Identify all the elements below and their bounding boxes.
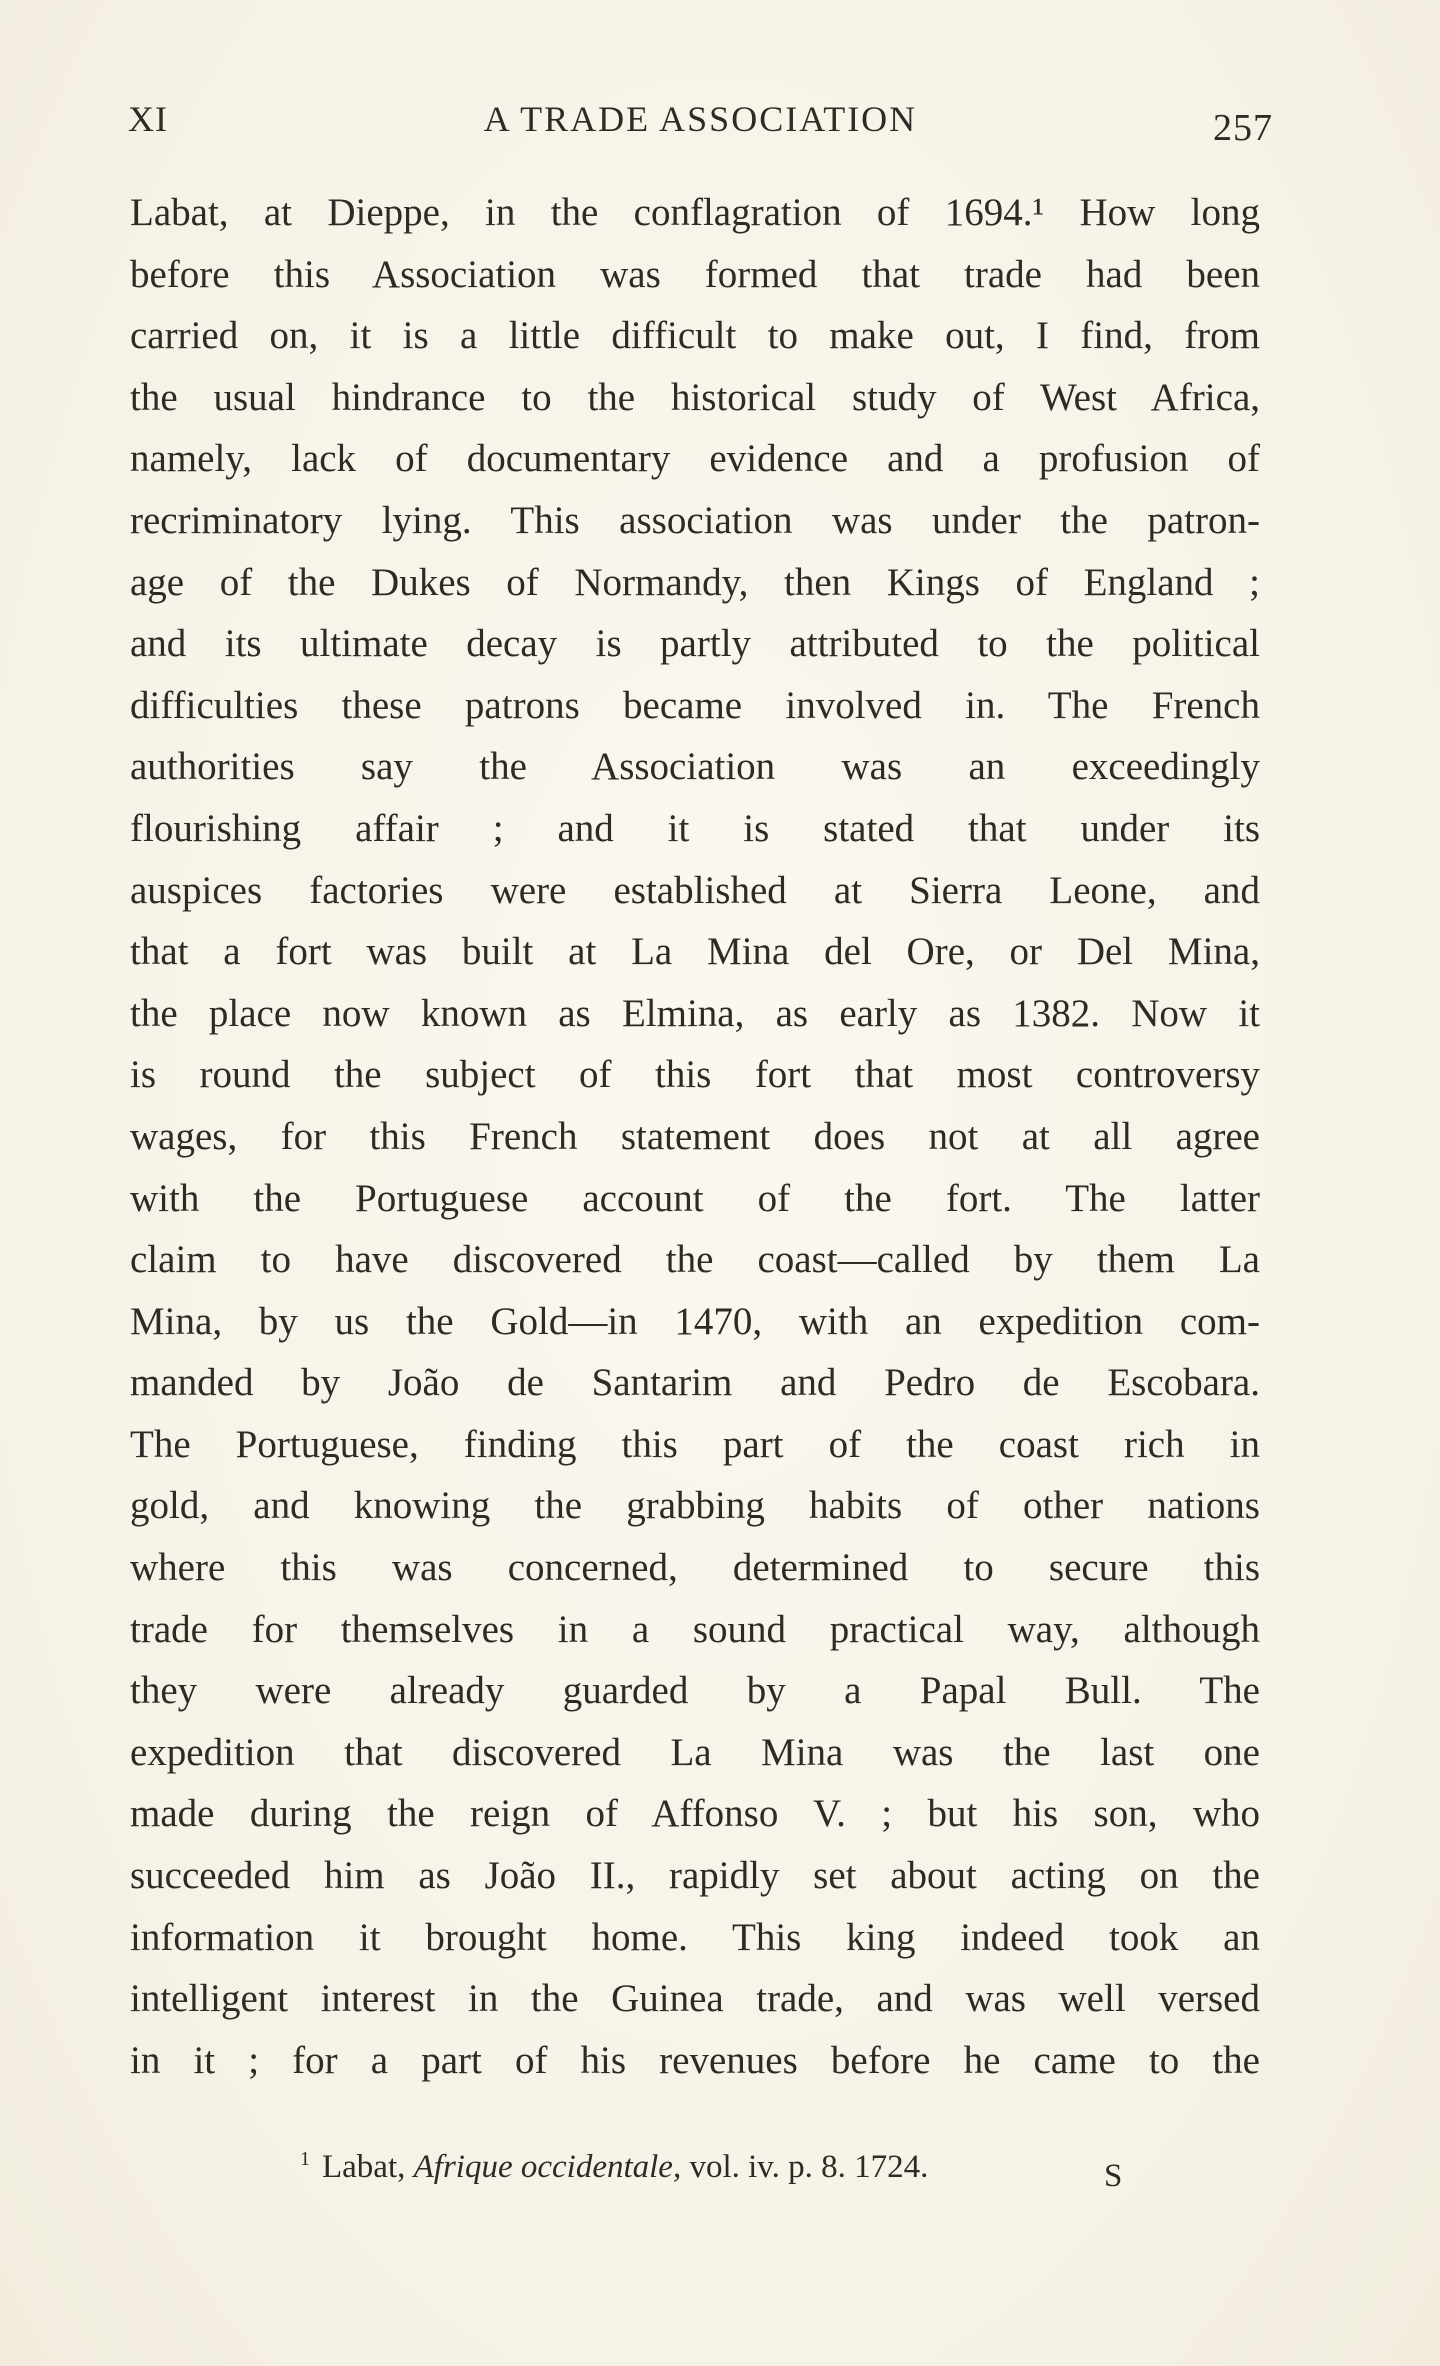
text-line: and its ultimate decay is partly attributed to the political — [130, 622, 1260, 666]
footnote — [300, 2148, 928, 2186]
signature-mark: S — [1104, 2158, 1123, 2194]
text-line: wages, for this French statement does not at all agree — [130, 1114, 1260, 1158]
footnote-author: Labat, — [322, 2149, 406, 2185]
chapter-number: XI — [128, 99, 168, 139]
text-line: they were already guarded by a Papal Bull. The — [130, 1669, 1260, 1713]
text-line: with the Portuguese account of the fort. The latter — [130, 1176, 1260, 1220]
text-line: auspices factories were established at Sierra Leone, and — [130, 868, 1260, 912]
footnote-work-title: Afrique occidentale, — [413, 2149, 682, 2185]
text-line: Labat, at Dieppe, in the conflagration of 1694.¹ How long — [130, 191, 1260, 234]
text-line: carried on, it is a little difficult to make out, I find, from — [130, 314, 1260, 358]
text-line: expedition that discovered La Mina was the last one — [130, 1730, 1260, 1774]
running-head — [128, 92, 1273, 149]
footnote-details: vol. iv. p. 8. 1724. — [689, 2149, 929, 2185]
text-line: The Portuguese, finding this part of the coast rich in — [130, 1422, 1260, 1466]
text-line: intelligent interest in the Guinea trade, and was well versed — [130, 1977, 1260, 2021]
text-line: before this Association was formed that trade had been — [130, 252, 1260, 296]
text-line: that a fort was built at La Mina del Ore, or Del Mina, — [130, 930, 1260, 974]
text-line: difficulties these patrons became involved in. The French — [130, 683, 1260, 727]
text-line: recriminatory lying. This association was under the patron- — [130, 498, 1260, 542]
text-line: is round the subject of this fort that most controversy — [130, 1053, 1260, 1097]
text-line: made during the reign of Affonso V. ; but his son, who — [130, 1792, 1260, 1836]
body-text — [130, 182, 1260, 2091]
text-line: succeeded him as João II., rapidly set about acting on the — [130, 1854, 1260, 1898]
footnote-marker: 1 — [300, 2148, 310, 2170]
text-line: authorities say the Association was an exceedingly — [130, 745, 1260, 789]
text-line: where this was concerned, determined to secure this — [130, 1546, 1260, 1590]
text-line: information it brought home. This king indeed took an — [130, 1915, 1260, 1959]
running-title: A TRADE ASSOCIATION — [483, 99, 918, 139]
text-line: claim to have discovered the coast—called by them La — [130, 1238, 1260, 1282]
text-line: the usual hindrance to the historical study of West Africa, — [130, 375, 1260, 419]
text-line: in it ; for a part of his revenues before he came to the — [130, 2038, 1260, 2082]
text-line: age of the Dukes of Normandy, then Kings of England ; — [130, 560, 1260, 604]
text-line: namely, lack of documentary evidence and a profusion of — [130, 437, 1260, 481]
text-line: Mina, by us the Gold—in 1470, with an expedition com- — [130, 1299, 1260, 1343]
page-number: 257 — [1213, 107, 1273, 149]
text-line: the place now known as Elmina, as early as 1382. Now it — [130, 991, 1260, 1035]
text-line: flourishing affair ; and it is stated that under its — [130, 806, 1260, 850]
text-line: gold, and knowing the grabbing habits of other nations — [130, 1484, 1260, 1528]
text-line: manded by João de Santarim and Pedro de Escobara. — [130, 1361, 1260, 1405]
text-line: trade for themselves in a sound practical way, although — [130, 1607, 1260, 1651]
